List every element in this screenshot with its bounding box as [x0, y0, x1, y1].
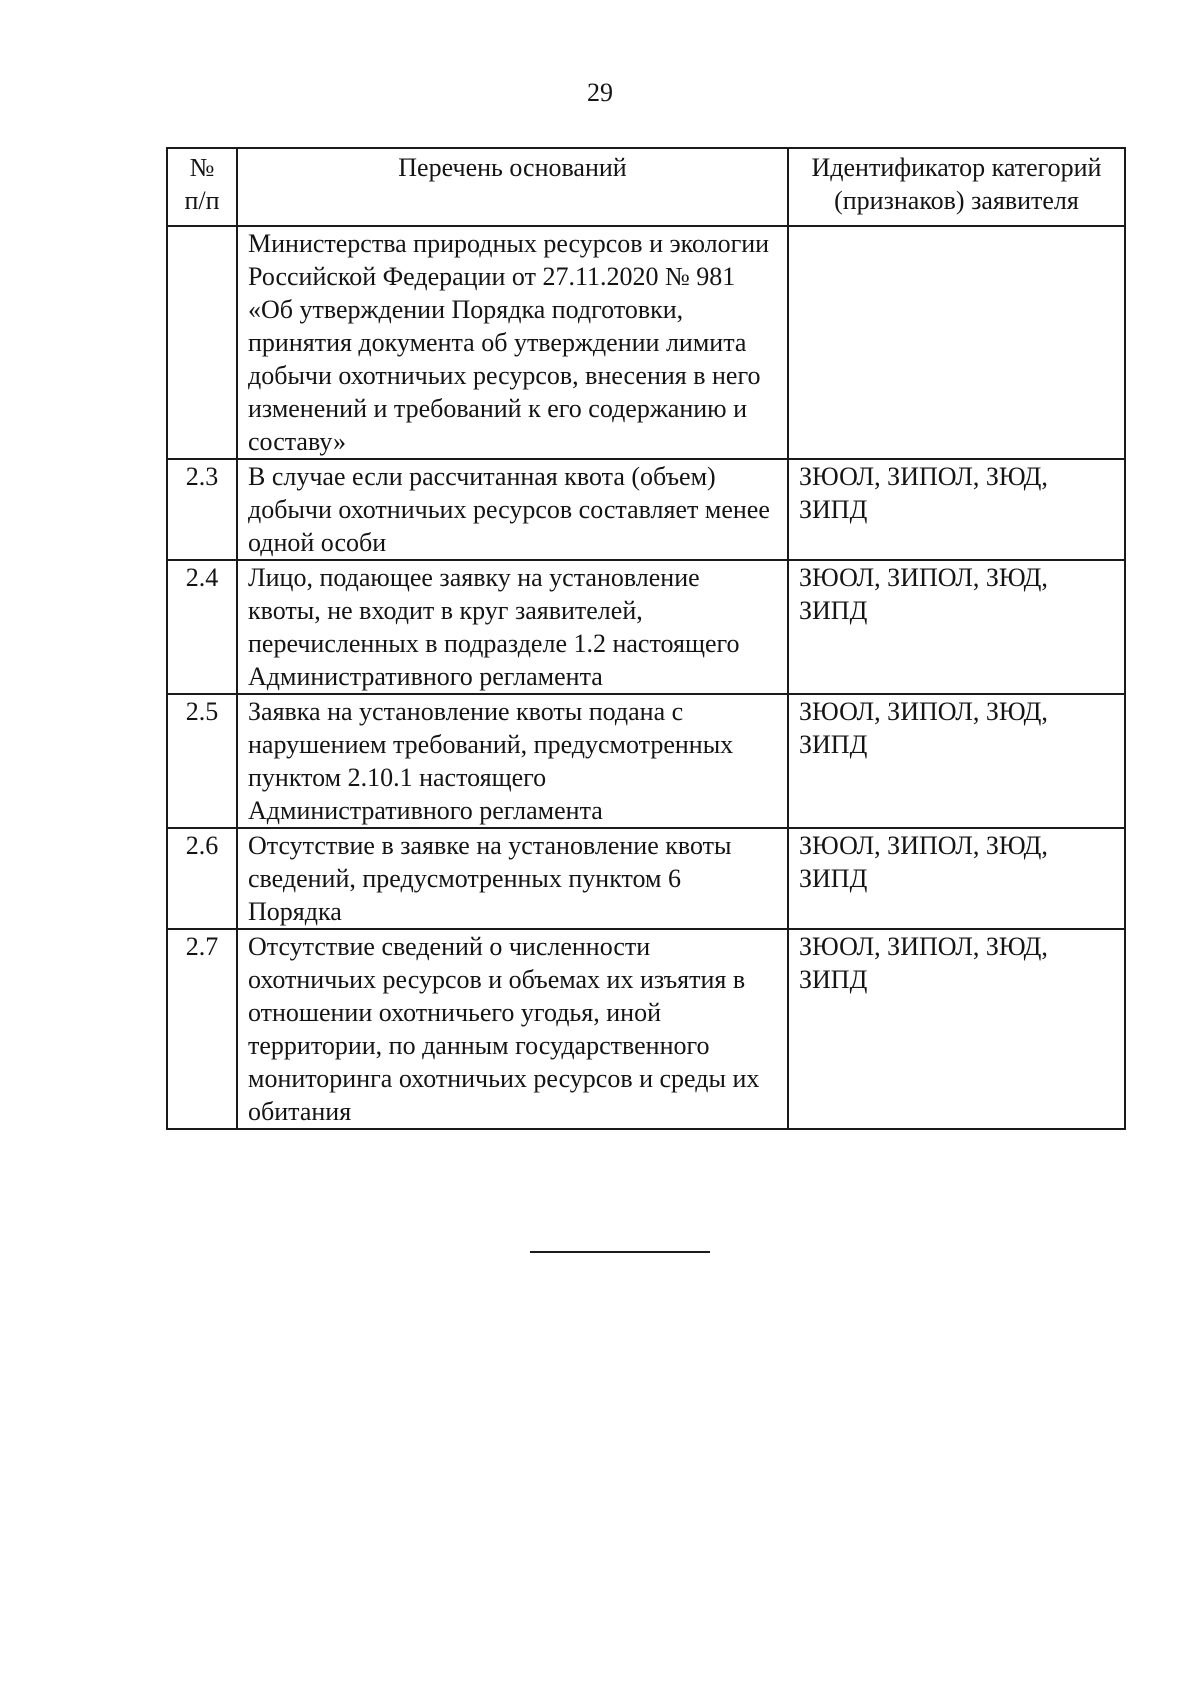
header-number: № п/п	[167, 148, 237, 226]
table-header-row	[167, 148, 1125, 226]
row-number: 2.3	[167, 459, 237, 560]
row-ground: Лицо, подающее заявку на установление квоты, не входит в круг заявителей, перечисленных в подразделе 1.2 настоящего Административного регламента	[237, 560, 788, 694]
page-number: 29	[587, 78, 613, 107]
table-row	[167, 694, 1125, 828]
end-of-section-rule	[530, 1251, 710, 1253]
row-number: 2.7	[167, 929, 237, 1129]
row-category-id: ЗЮОЛ, ЗИПОЛ, ЗЮД, ЗИПД	[788, 828, 1125, 929]
row-category-id: ЗЮОЛ, ЗИПОЛ, ЗЮД, ЗИПД	[788, 929, 1125, 1129]
row-category-id: ЗЮОЛ, ЗИПОЛ, ЗЮД, ЗИПД	[788, 459, 1125, 560]
row-ground: Заявка на установление квоты подана с нарушением требований, предусмотренных пунктом 2.10.1 настоящего Административного регламента	[237, 694, 788, 828]
row-ground: Министерства природных ресурсов и экологии Российской Федерации от 27.11.2020 № 981 «Об утверждении Порядка подготовки, принятия документа об утверждении лимита добычи охотничьих ресурсов, внесения в него изменений и требований к его содержанию и составу»	[237, 226, 788, 459]
table-row	[167, 459, 1125, 560]
table-row	[167, 226, 1125, 459]
header-applicant-category-id: Идентификатор категорий (признаков) заявителя	[788, 148, 1125, 226]
row-category-id: ЗЮОЛ, ЗИПОЛ, ЗЮД, ЗИПД	[788, 694, 1125, 828]
grounds-table	[166, 147, 1126, 1130]
row-ground: Отсутствие сведений о численности охотничьих ресурсов и объемах их изъятия в отношении охотничьего угодья, иной территории, по данным государственного мониторинга охотничьих ресурсов и среды их обитания	[237, 929, 788, 1129]
row-number: 2.6	[167, 828, 237, 929]
table-row	[167, 560, 1125, 694]
row-ground: Отсутствие в заявке на установление квоты сведений, предусмотренных пунктом 6 Порядка	[237, 828, 788, 929]
table-row	[167, 929, 1125, 1129]
row-category-id: ЗЮОЛ, ЗИПОЛ, ЗЮД, ЗИПД	[788, 560, 1125, 694]
row-number: 2.4	[167, 560, 237, 694]
table-row	[167, 828, 1125, 929]
header-grounds-list: Перечень оснований	[237, 148, 788, 226]
row-ground: В случае если рассчитанная квота (объем) добычи охотничьих ресурсов составляет менее одной особи	[237, 459, 788, 560]
row-number: 2.5	[167, 694, 237, 828]
row-number	[167, 226, 237, 459]
row-category-id	[788, 226, 1125, 459]
